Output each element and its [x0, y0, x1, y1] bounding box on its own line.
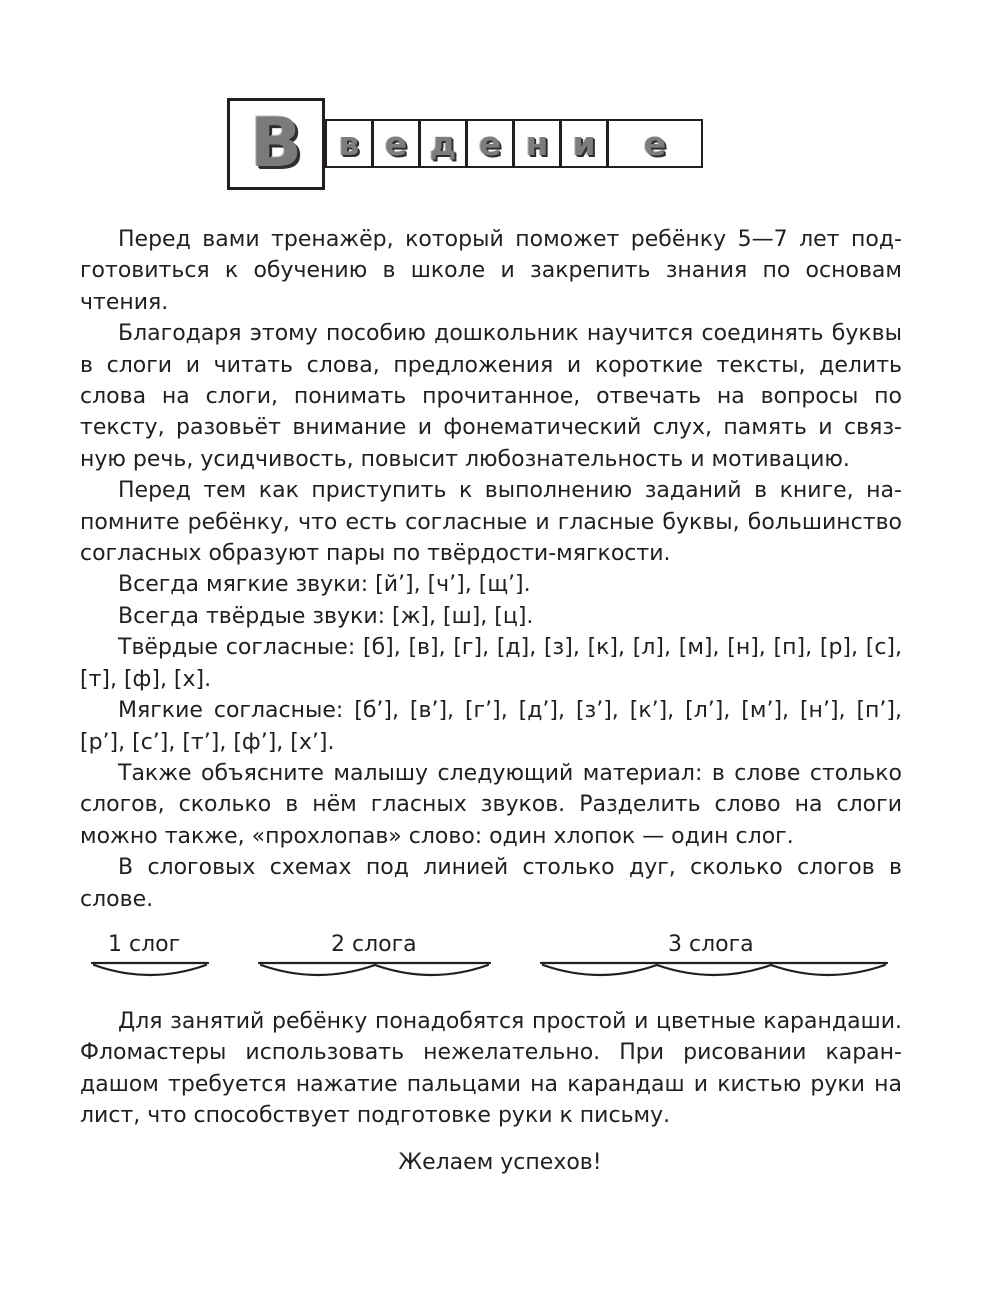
- scheme-label-one: 1 слог: [108, 932, 181, 957]
- title-letter: е: [384, 124, 408, 163]
- syllable-arc: [375, 965, 488, 975]
- title-letter-box: [513, 119, 561, 168]
- title-letter: д: [429, 124, 457, 163]
- title-letter-box: [466, 119, 514, 168]
- title-letter: в: [338, 124, 360, 163]
- intro-text: [80, 224, 902, 915]
- title-letter-box: [325, 119, 373, 168]
- paragraph: Твёрдые согласные: [б], [в], [г], [д], [з], [к], [л], [м], [н], [п], [р], [с], [т], [ф], [х].: [80, 635, 902, 692]
- title-first-letter-box: [227, 98, 325, 190]
- paragraph: Также объясните малышу следующий материал: в слове столько слогов, сколько в нём гласных звуков. Разделить слово на слоги можно также, «прохлопав» слово: один хлопок — один слог.: [80, 760, 902, 849]
- title-letter: е: [643, 124, 667, 163]
- paragraph: В слоговых схемах под линией столько дуг, сколько слогов в слове.: [80, 855, 902, 912]
- paragraph: Всегда твёрдые звуки: [ж], [ш], [ц].: [118, 603, 534, 629]
- page-title: [227, 98, 751, 190]
- scheme-label-three: 3 слога: [668, 932, 754, 957]
- paragraph: Благодаря этому пособию дошкольник научится соединять буквы в слоги и читать слова, предложения и короткие тексты, делить слова на слоги, понимать прочитанное, отвечать на вопросы по тексту, разовьёт внимание и фонематический слух, память и связную речь, усидчивость, повысит любознательность и мотивацию.: [80, 321, 902, 472]
- syllable-schemes: [0, 955, 1000, 995]
- closing-wish: Желаем успехов!: [398, 1150, 602, 1175]
- title-letter: е: [478, 124, 502, 163]
- title-letter-box: [560, 119, 608, 168]
- paragraph: Перед тем как приступить к выполнению заданий в книге, напомните ребёнку, что есть согласные и гласные буквы, большинство согласных образуют пары по твёрдости-мягкости.: [80, 478, 902, 567]
- title-letter-box: [607, 119, 703, 168]
- syllable-arc: [543, 965, 657, 975]
- title-first-letter: В: [250, 104, 302, 183]
- paragraph: Всегда мягкие звуки: [й’], [ч’], [щ’].: [118, 572, 531, 598]
- title-letter: и: [572, 124, 596, 163]
- paragraph: Перед вами тренажёр, который поможет ребёнку 5—7 лет подготовиться к обучению в школе и закрепить знания по основам чтения.: [80, 227, 902, 315]
- paragraph: Мягкие согласные: [б’], [в’], [г’], [д’], [з’], [к’], [л’], [м’], [н’], [п’], [р’], [с’], [т’], [ф’], [х’].: [80, 698, 902, 755]
- paragraph: Для занятий ребёнку понадобятся простой и цветные карандаши. Фломастеры использовать нежелательно. При рисовании карандашом требуется нажатие пальцами на карандаш и кистью руки на лист, что способствует подготовке руки к письму.: [80, 1009, 902, 1129]
- title-letter-box: [419, 119, 467, 168]
- scheme-label-two: 2 слога: [331, 932, 417, 957]
- title-letter-box: [372, 119, 420, 168]
- syllable-arc: [657, 965, 771, 975]
- syllable-arc: [771, 965, 885, 975]
- title-letter: н: [525, 124, 549, 163]
- syllable-arc: [261, 965, 375, 975]
- syllable-arc: [94, 965, 206, 975]
- closing-text: [80, 1006, 902, 1132]
